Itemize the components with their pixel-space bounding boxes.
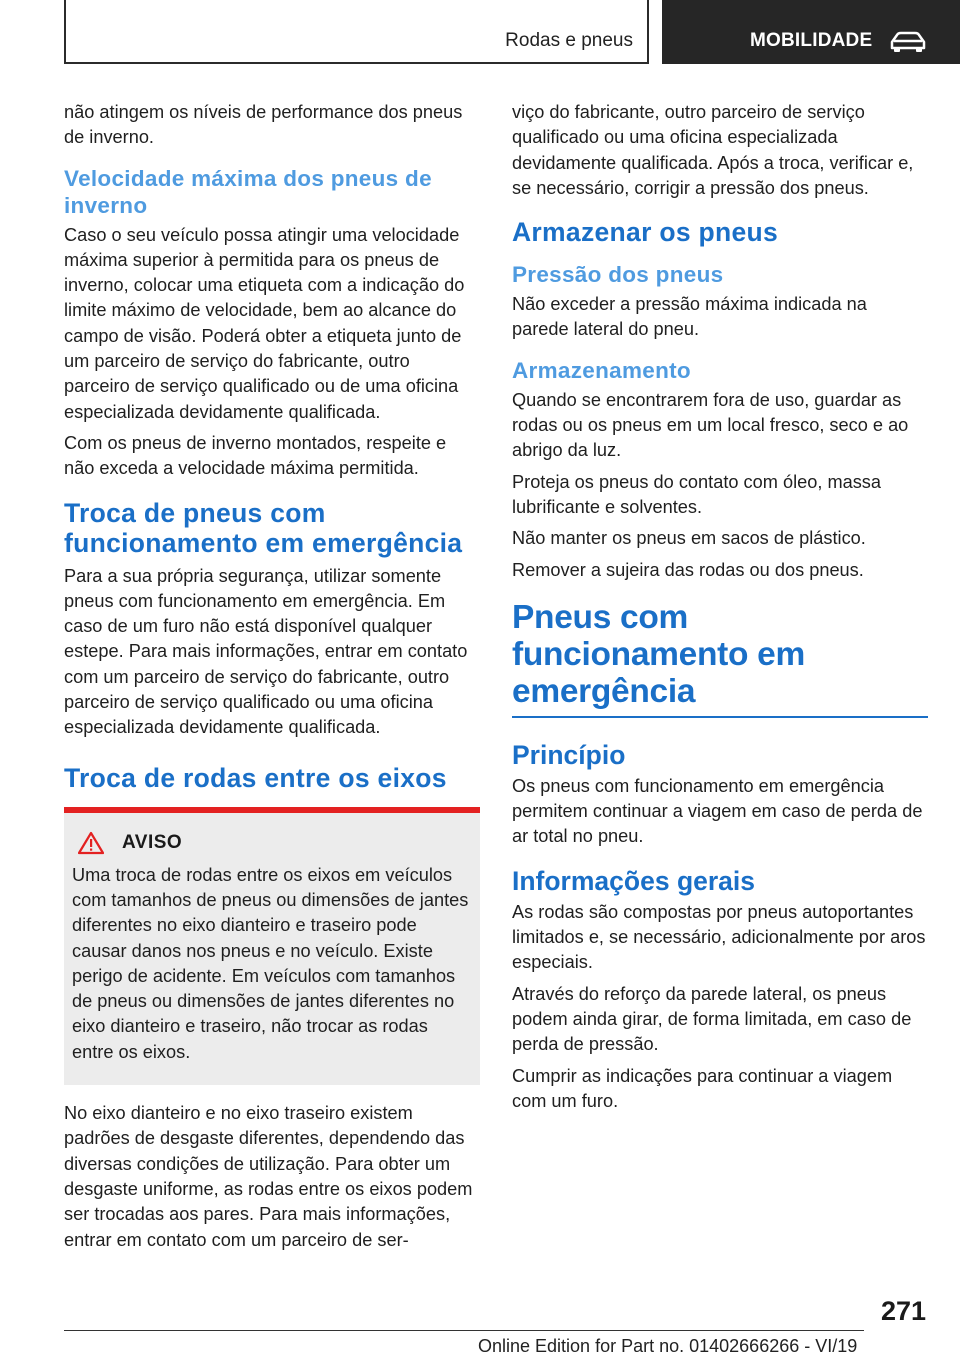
paragraph: Através do reforço da parede lateral, os pneus podem ainda girar, de forma limitada, em caso de perda de pressão. xyxy=(512,983,912,1055)
page-number: 271 xyxy=(880,1296,926,1326)
footer-rule xyxy=(64,1330,864,1331)
paragraph: Não exceder a pressão máxima indicada na parede lateral do pneu. xyxy=(512,294,867,340)
paragraph: Quando se encontrarem fora de uso, guardar as rodas ou os pneus em um local fresco, seco e ao abrigo da luz. xyxy=(512,389,909,461)
warning-header xyxy=(72,831,472,855)
right-column xyxy=(512,100,928,1120)
heading-principle: Princípio xyxy=(512,739,626,770)
paragraph: Remover a sujeira das rodas ou dos pneus. xyxy=(512,559,864,580)
footer-edition: Online Edition for Part no. 01402666266 - VI/19 xyxy=(478,1336,858,1356)
heading-tire-pressure: Pressão dos pneus xyxy=(512,262,724,288)
paragraph: No eixo dianteiro e no eixo traseiro existem padrões de desgaste diferentes, dependendo das diversas condições de utilização. Para obter um desgaste uniforme, as rodas entre os eixos podem ser trocadas aos pares. Para mais informações, entrar em contato com um parceiro de ser- xyxy=(64,1103,473,1250)
paragraph: Cumprir as indicações para continuar a viagem com um furo. xyxy=(512,1065,893,1111)
heading-wheel-swap: Troca de rodas entre os eixos xyxy=(64,762,447,793)
heading-runflat-change: Troca de pneus com funcionamento em emergência xyxy=(64,497,463,558)
heading-runflat-tires: Pneus com funcionamento em emergência xyxy=(512,598,806,710)
paragraph: Com os pneus de inverno montados, respeite e não exceda a velocidade máxima permitida. xyxy=(64,432,447,479)
section-title: Rodas e pneus xyxy=(505,30,633,51)
warning-text: Uma troca de rodas entre os eixos em veículos com tamanhos de pneus ou dimensões de jantes diferentes no eixo dianteiro e traseiro pode causar danos nos pneus e no veículo. Existe perigo de acidente. Em veículos com tamanhos de pneus ou dimensões de jantes diferentes no eixo dianteiro e traseiro, não trocar as rodas entre os eixos. xyxy=(72,864,469,1062)
warning-title: AVISO xyxy=(122,831,183,853)
paragraph: As rodas são compostas por pneus autoportantes limitados e, se necessário, adicionalmente por aros especiais. xyxy=(512,901,926,973)
paragraph: Para a sua própria segurança, utilizar somente pneus com funcionamento em emergência. Em caso de um furo não está disponível qualquer estepe. Para mais informações, entrar em contato com um parceiro de serviço do fabricante, outro parceiro de serviço qualificado ou uma oficina especializada devidamente qualificada. xyxy=(64,565,468,738)
paragraph: Caso o seu veículo possa atingir uma velocidade máxima superior à permitida para os pneus de inverno, colocar uma etiqueta com a indicação do limite máximo de velocidade, bem ao alcance do campo de visão. Poderá obter a etiqueta junto de um parceiro de serviço do fabricante, outro parceiro de serviço qualificado ou de uma oficina especializada devidamente qualificada. xyxy=(64,224,465,422)
left-column xyxy=(64,100,480,1259)
header-chapter-box xyxy=(662,0,960,64)
header-section-box xyxy=(64,0,649,64)
warning-triangle-icon xyxy=(78,831,104,855)
paragraph: viço do fabricante, outro parceiro de serviço qualificado ou uma oficina especializada devidamente qualificada. Após a troca, verificar e, se necessário, corrigir a pressão dos pneus. xyxy=(512,102,914,198)
car-icon xyxy=(888,30,928,54)
heading-rule xyxy=(512,716,928,718)
paragraph: não atingem os níveis de performance dos pneus de inverno. xyxy=(64,102,463,148)
chapter-title: MOBILIDADE xyxy=(750,30,873,51)
paragraph: Não manter os pneus em sacos de plástico. xyxy=(512,528,866,549)
paragraph: Proteja os pneus do contato com óleo, massa lubrificante e solventes. xyxy=(512,471,882,517)
heading-winter-speed: Velocidade máxima dos pneus de inverno xyxy=(64,165,432,218)
heading-general-info: Informações gerais xyxy=(512,865,756,896)
heading-store-tires: Armazenar os pneus xyxy=(512,217,779,248)
heading-storage: Armazenamento xyxy=(512,357,691,383)
paragraph: Os pneus com funcionamento em emergência permitem continuar a viagem em caso de perda de ar total no pneu. xyxy=(512,775,923,847)
warning-box xyxy=(64,807,480,1085)
